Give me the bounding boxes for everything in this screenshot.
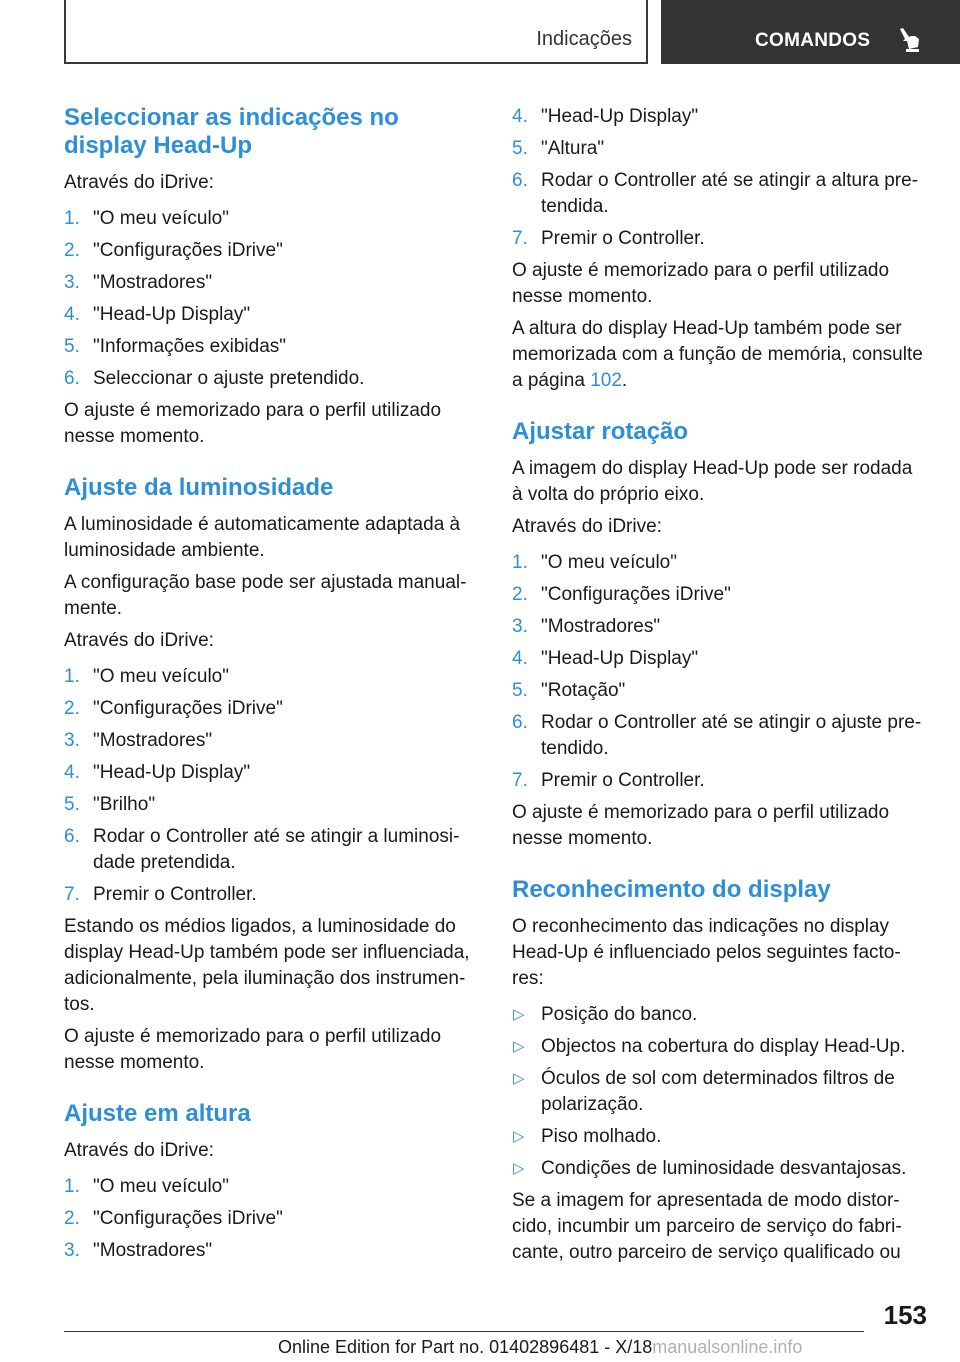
steps-list-height bbox=[64, 1174, 476, 1264]
list-item: 1. "O meu veículo" bbox=[512, 552, 677, 573]
list-item: 5. "Rotação" bbox=[512, 680, 626, 701]
list-item: 4. "Head-Up Display" bbox=[512, 106, 699, 127]
list-item: 2. "Configurações iDrive" bbox=[64, 698, 283, 719]
list-item: ▷ Piso molhado. bbox=[512, 1124, 928, 1150]
intro-text: Através do iDrive: bbox=[64, 1140, 214, 1161]
paragraph: A configuração base pode ser ajustada manual- mente. bbox=[64, 572, 467, 619]
right-column bbox=[512, 104, 928, 1266]
header-section-title: Indicações bbox=[536, 28, 632, 50]
footer-divider bbox=[64, 1331, 864, 1332]
footer-brand: manualsonline.info bbox=[652, 1337, 803, 1357]
list-item: 3. "Mostradores" bbox=[512, 616, 661, 637]
list-item: ▷ Objectos na cobertura do display Head-Up. bbox=[512, 1034, 928, 1060]
steps-list-select-indications bbox=[64, 206, 476, 392]
list-item: ▷ Posição do banco. bbox=[512, 1002, 928, 1028]
steps-list-height-continued bbox=[512, 104, 928, 252]
list-item: 6. Rodar o Controller até se atingir a altura pre- tendida. bbox=[512, 170, 919, 217]
list-item: 2. "Configurações iDrive" bbox=[64, 1208, 283, 1229]
list-item: 6. Rodar o Controller até se atingir a luminosi- dade pretendida. bbox=[64, 826, 460, 873]
factors-list bbox=[512, 1002, 928, 1182]
triangle-bullet-icon: ▷ bbox=[513, 1160, 525, 1177]
section-title-height: Ajuste em altura bbox=[64, 1100, 251, 1127]
list-item: 3. "Mostradores" bbox=[64, 272, 213, 293]
triangle-bullet-icon: ▷ bbox=[513, 1038, 525, 1055]
header-chapter-title: COMANDOS bbox=[755, 30, 871, 51]
header-section-box bbox=[64, 0, 648, 64]
footer-edition: Online Edition for Part no. 01402896481 - X/18manualsonline.info bbox=[278, 1337, 803, 1357]
paragraph: A altura do display Head-Up também pode ser memorizada com a função de memória, consulte a página 102. bbox=[512, 318, 923, 391]
paragraph: O reconhecimento das indicações no display Head-Up é influenciado pelos seguintes facto- res: bbox=[512, 916, 901, 989]
list-item: 3. "Mostradores" bbox=[64, 1240, 213, 1261]
list-item: 2. "Configurações iDrive" bbox=[64, 240, 283, 261]
pointing-hand-icon bbox=[897, 27, 921, 53]
steps-list-rotation bbox=[512, 550, 928, 794]
section-title-brightness: Ajuste da luminosidade bbox=[64, 474, 334, 501]
list-item: 1. "O meu veículo" bbox=[64, 208, 229, 229]
section-title-rotation: Ajustar rotação bbox=[512, 418, 689, 445]
list-item: 5. "Altura" bbox=[512, 138, 605, 159]
list-item: 7. Premir o Controller. bbox=[64, 884, 257, 905]
list-item: 6. Seleccionar o ajuste pretendido. bbox=[64, 368, 365, 389]
list-item: 5. "Brilho" bbox=[64, 794, 156, 815]
list-item: 5. "Informações exibidas" bbox=[64, 336, 287, 357]
list-item: 3. "Mostradores" bbox=[64, 730, 213, 751]
intro-text: Através do iDrive: bbox=[512, 516, 662, 537]
paragraph: A luminosidade é automaticamente adaptada à luminosidade ambiente. bbox=[64, 514, 461, 561]
list-item: ▷ Condições de luminosidade desvantajosas. bbox=[512, 1156, 928, 1182]
left-column bbox=[64, 104, 476, 1270]
steps-list-brightness bbox=[64, 664, 476, 908]
intro-text: Através do iDrive: bbox=[64, 172, 214, 193]
triangle-bullet-icon: ▷ bbox=[513, 1070, 525, 1087]
list-item: 1. "O meu veículo" bbox=[64, 1176, 229, 1197]
section-title-display-recognition: Reconhecimento do display bbox=[512, 876, 831, 903]
paragraph: A imagem do display Head-Up pode ser rodada à volta do próprio eixo. bbox=[512, 458, 913, 505]
list-item: 1. "O meu veículo" bbox=[64, 666, 229, 687]
triangle-bullet-icon: ▷ bbox=[513, 1128, 525, 1145]
list-item: 4. "Head-Up Display" bbox=[64, 762, 251, 783]
list-item: ▷ Óculos de sol com determinados filtros de polarização. bbox=[513, 1068, 895, 1115]
page-number: 153 bbox=[883, 1300, 927, 1330]
note-text: O ajuste é memorizado para o perfil utilizado nesse momento. bbox=[512, 802, 890, 849]
page-reference-link[interactable]: 102 bbox=[590, 370, 622, 391]
list-item: 7. Premir o Controller. bbox=[512, 228, 705, 249]
section-title-select-indications: Seleccionar as indicações no display Head-Up bbox=[64, 104, 399, 159]
note-text: O ajuste é memorizado para o perfil utilizado nesse momento. bbox=[64, 400, 442, 447]
list-item: 4. "Head-Up Display" bbox=[512, 648, 699, 669]
intro-text: Através do iDrive: bbox=[64, 630, 214, 651]
paragraph: Se a imagem for apresentada de modo distor- cido, incumbir um parceiro de serviço do fabri- cante, outro parceiro de serviço qualificado ou bbox=[512, 1190, 902, 1263]
header-chapter-box bbox=[661, 0, 960, 64]
triangle-bullet-icon: ▷ bbox=[513, 1006, 525, 1023]
list-item: 2. "Configurações iDrive" bbox=[512, 584, 731, 605]
note-text: O ajuste é memorizado para o perfil utilizado nesse momento. bbox=[64, 1026, 442, 1073]
paragraph: Estando os médios ligados, a luminosidade do display Head-Up também pode ser influenciada, adicionalmente, pela iluminação dos instrumen- tos. bbox=[64, 916, 470, 1015]
list-item: 4. "Head-Up Display" bbox=[64, 304, 251, 325]
note-text: O ajuste é memorizado para o perfil utilizado nesse momento. bbox=[512, 260, 890, 307]
list-item: 7. Premir o Controller. bbox=[512, 770, 705, 791]
list-item: 6. Rodar o Controller até se atingir o ajuste pre- tendido. bbox=[512, 712, 922, 759]
